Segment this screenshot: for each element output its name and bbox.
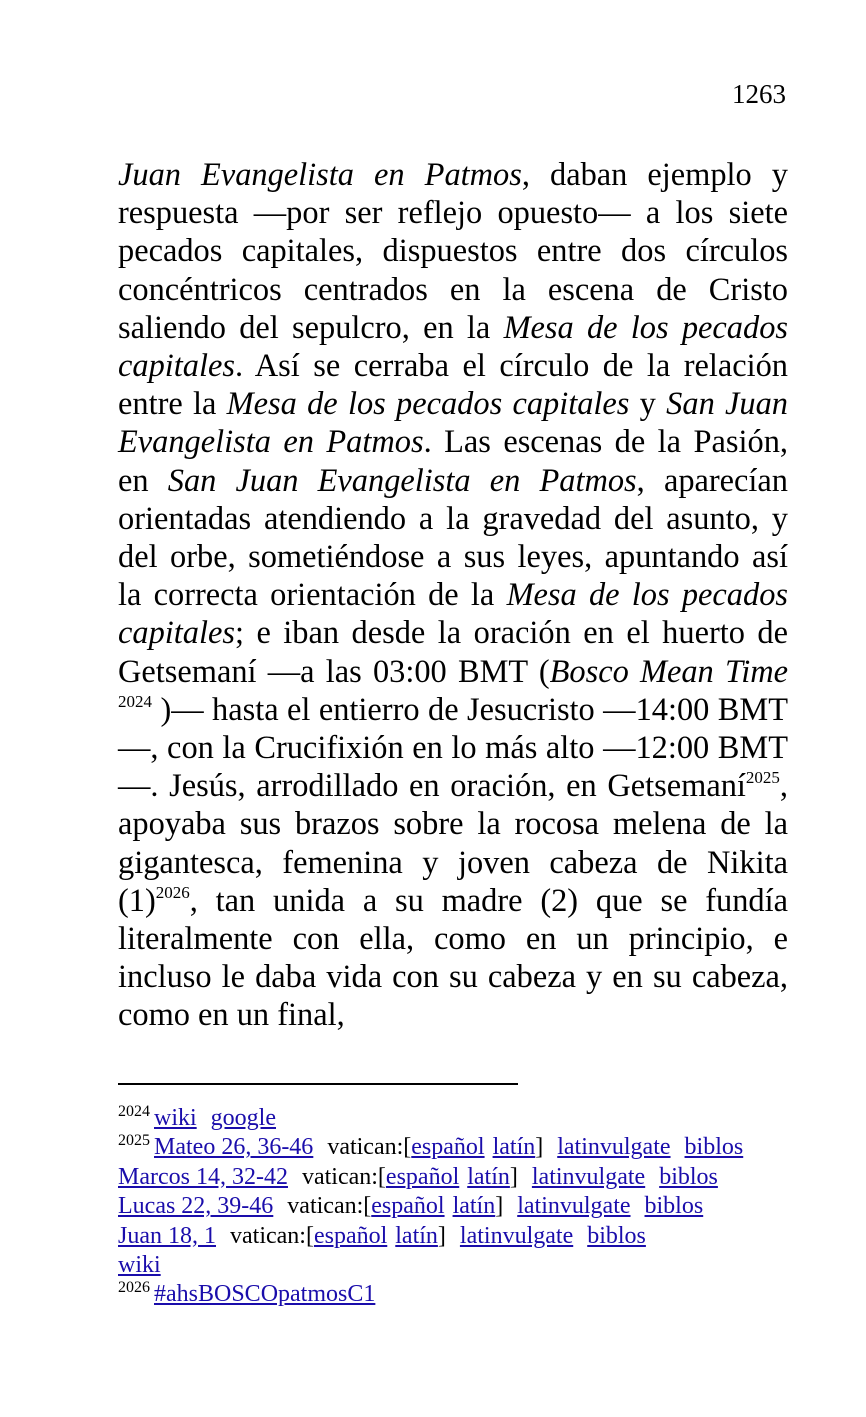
bracket-close: ]: [509, 1163, 518, 1190]
text-run: y: [629, 386, 667, 423]
biblos-link[interactable]: biblos: [587, 1222, 646, 1249]
vatican-latin-link[interactable]: latín: [492, 1134, 536, 1161]
footnote-divider: [118, 1083, 518, 1085]
anchor-link[interactable]: #ahsBOSCOpatmosC1: [154, 1281, 376, 1308]
wiki-link[interactable]: wiki: [118, 1252, 161, 1279]
footnote-2024: [118, 1104, 798, 1133]
biblos-link[interactable]: biblos: [644, 1193, 704, 1220]
text-run: , apoyaba sus brazos sobre la rocosa melena de la gigantesca, femenina y joven cabeza de Nikita (1): [118, 768, 788, 919]
italic-title: Juan Evangelista en Patmos: [118, 157, 522, 193]
vatican-label: vatican:[: [230, 1222, 314, 1249]
footnote-2025-wiki: [118, 1251, 798, 1280]
footnote-2025-line-4: [118, 1222, 798, 1251]
vatican-latin-link[interactable]: latín: [452, 1193, 496, 1220]
bible-ref-link[interactable]: Mateo 26, 36-46: [154, 1134, 314, 1161]
main-paragraph: [118, 156, 788, 1035]
bracket-close: ]: [535, 1134, 544, 1161]
footnote-ref-2025[interactable]: 2025: [745, 768, 780, 788]
text-run: )— hasta el entierro de Jesucristo —14:00 BMT—, con la Crucifixión en lo más alto —12:00 BMT—. Jesús, arrodillado en oración, en Getsemaní: [118, 691, 788, 805]
text-run: ; e iban desde la oración en el huerto de Getsemaní —a las 03:00 BMT (: [118, 615, 788, 690]
footnote-2026: [118, 1280, 798, 1309]
italic-title: San Juan Evangelista en Patmos: [118, 386, 788, 461]
text-run: , aparecían orientadas atendiendo a la gravedad del asunto, y del orbe, sometiéndose a sus leyes, apuntando así la correcta orientación de la: [118, 462, 789, 614]
text-run: , tan unida a su madre (2) que se fundía literalmente con ella, como en un principio, e incluso le daba vida con su cabeza y en su cabeza, como en un final,: [118, 882, 788, 1034]
latinvulgate-link[interactable]: latinvulgate: [531, 1163, 646, 1190]
vatican-spanish-link[interactable]: español: [385, 1163, 460, 1190]
bible-ref-link[interactable]: Marcos 14, 32-42: [118, 1163, 288, 1190]
bracket-close: ]: [495, 1193, 504, 1220]
italic-title: San Juan Evangelista en Patmos: [167, 462, 637, 499]
vatican-latin-link[interactable]: latín: [395, 1222, 438, 1249]
page-number: 1263: [732, 79, 786, 109]
bible-ref-link[interactable]: Lucas 22, 39-46: [118, 1193, 274, 1220]
footnote-number: 2025: [118, 1132, 150, 1150]
footnote-2025-line-3: [118, 1192, 798, 1221]
vatican-label: vatican:[: [301, 1163, 386, 1190]
text-run: , daban ejemplo y respuesta —por ser reflejo opuesto— a los siete pecados capitales, dispuestos entre dos círculos concéntricos centrados en la escena de Cristo saliendo del sepulcro, en la: [118, 157, 788, 346]
body-text: [118, 156, 788, 1035]
italic-title: Mesa de los pecados capitales: [118, 309, 788, 385]
text-run: . Las escenas de la Pasión, en: [118, 424, 788, 499]
vatican-label: vatican:[: [327, 1134, 412, 1161]
italic-title: Bosco Mean Time: [549, 653, 788, 690]
vatican-latin-link[interactable]: latín: [467, 1163, 510, 1190]
footnote-2025-line-1: [118, 1133, 798, 1162]
footnote-2025-line-2: [118, 1163, 798, 1192]
italic-title: Mesa de los pecados capitales: [226, 386, 630, 423]
footnote-ref-2024[interactable]: 2024: [118, 691, 152, 711]
text-run: . Así se cerraba el círculo de la relación entre la: [118, 348, 788, 423]
footnotes: [118, 1104, 798, 1310]
vatican-label: vatican:[: [287, 1193, 372, 1220]
latinvulgate-link[interactable]: latinvulgate: [517, 1193, 631, 1220]
google-link[interactable]: google: [210, 1105, 276, 1131]
footnote-number: 2026: [118, 1279, 150, 1297]
bracket-close: ]: [437, 1222, 446, 1249]
vatican-spanish-link[interactable]: español: [411, 1134, 485, 1161]
footnote-ref-2026[interactable]: 2026: [155, 882, 190, 902]
biblos-link[interactable]: biblos: [659, 1163, 718, 1190]
latinvulgate-link[interactable]: latinvulgate: [459, 1222, 574, 1249]
vatican-spanish-link[interactable]: español: [313, 1222, 388, 1249]
biblos-link[interactable]: biblos: [684, 1134, 744, 1161]
bible-ref-link[interactable]: Juan 18, 1: [118, 1222, 216, 1249]
vatican-spanish-link[interactable]: español: [371, 1193, 445, 1220]
latinvulgate-link[interactable]: latinvulgate: [557, 1134, 671, 1161]
footnote-number: 2024: [118, 1103, 150, 1120]
wiki-link[interactable]: wiki: [154, 1105, 197, 1131]
italic-title: Mesa de los pecados capitales: [118, 577, 788, 652]
